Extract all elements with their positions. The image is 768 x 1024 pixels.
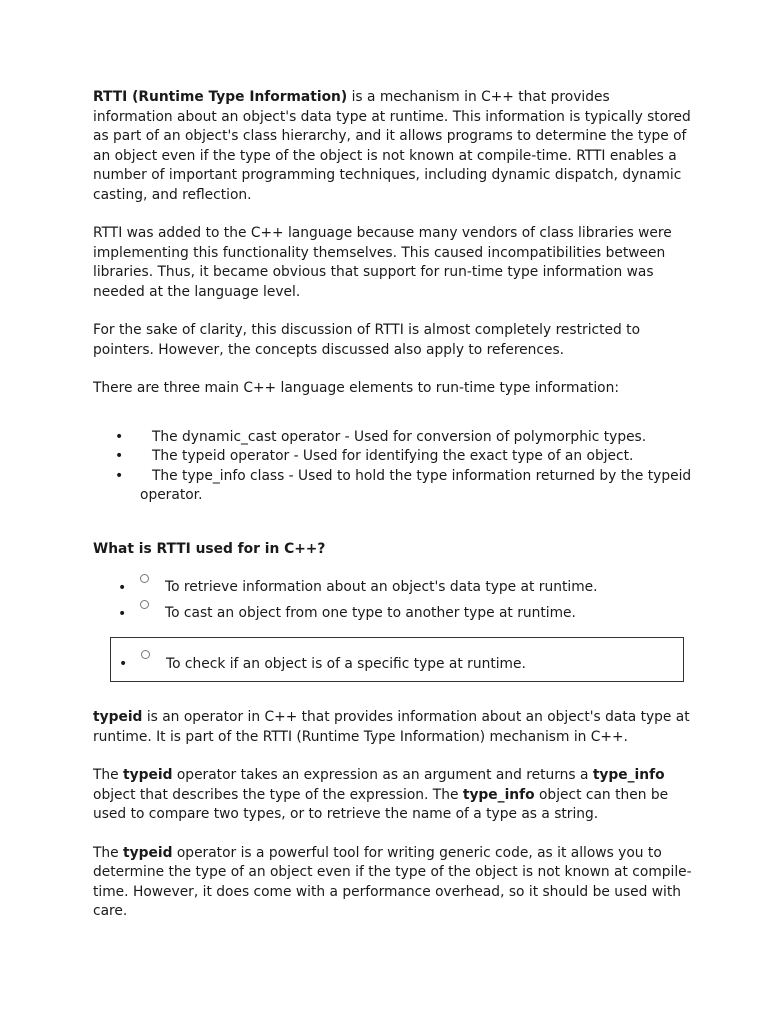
document-page bbox=[93, 88, 693, 922]
list-item-type-info: • The type_info class - Used to hold the type information returned by the typeid operator. bbox=[93, 467, 693, 506]
quiz-question: What is RTTI used for in C++? bbox=[93, 540, 326, 557]
intro-paragraph bbox=[93, 88, 693, 205]
radio-button-icon[interactable] bbox=[140, 600, 149, 609]
typeid-definition bbox=[93, 708, 693, 747]
typeid-usage-paragraph bbox=[93, 766, 693, 825]
radio-button-icon[interactable] bbox=[140, 574, 149, 583]
intro-term: RTTI (Runtime Type Information) bbox=[93, 89, 348, 105]
code-term: type_info bbox=[462, 786, 535, 803]
clarity-paragraph: For the sake of clarity, this discussion of RTTI is almost completely restricted to pointers. However, the concepts discussed also apply to references. bbox=[93, 322, 641, 358]
text-run: object that describes the type of the expression. The bbox=[93, 786, 463, 803]
quiz-option-1[interactable] bbox=[93, 574, 693, 600]
text-run: The bbox=[93, 767, 124, 783]
text-run: object can then be used to compare two types, or to retrieve the name of a type as a string. bbox=[93, 786, 669, 822]
quiz-option-label: To check if an object is of a specific type at runtime. bbox=[166, 656, 526, 672]
list-item-typeid: • The typeid operator - Used for identifying the exact type of an object. bbox=[93, 447, 693, 467]
text-run: The bbox=[93, 844, 124, 861]
typeid-term: typeid bbox=[93, 709, 143, 725]
typeid-power-paragraph bbox=[93, 844, 693, 922]
elements-list bbox=[93, 428, 693, 506]
quiz-option-2[interactable] bbox=[93, 600, 693, 626]
quiz-option-label: To cast an object from one type to another type at runtime. bbox=[165, 605, 576, 621]
quiz-option-label: To retrieve information about an object's data type at runtime. bbox=[165, 579, 598, 595]
text-run: operator is a powerful tool for writing generic code, as it allows you to determine the type of an object even if the type of the object is not known at compile-time. However, it does come with a performance overhead, so it should be used with care. bbox=[93, 844, 692, 919]
quiz-option-3[interactable] bbox=[110, 637, 684, 682]
bullet-icon: • bbox=[119, 656, 128, 672]
code-term: typeid bbox=[123, 767, 173, 783]
bullet-icon: • bbox=[118, 580, 127, 596]
radio-button-icon[interactable] bbox=[141, 650, 150, 659]
intro-text: is a mechanism in C++ that provides information about an object's data type at runtime. This information is typically stored as part of an object's class hierarchy, and it allows programs to determine the type of an object even if the type of the object is not known at compile-time. RTTI enables a number of important programming techniques, including dynamic dispatch, dynamic casting, and reflection. bbox=[93, 89, 691, 203]
text-run: operator takes an expression as an argument and returns a bbox=[172, 767, 593, 783]
elements-intro: There are three main C++ language elements to run-time type information: bbox=[93, 380, 619, 396]
list-item-dynamic-cast: • The dynamic_cast operator - Used for conversion of polymorphic types. bbox=[93, 428, 693, 448]
typeid-definition-text: is an operator in C++ that provides information about an object's data type at runtime. It is part of the RTTI (Runtime Type Information) mechanism in C++. bbox=[93, 709, 690, 745]
code-term: typeid bbox=[123, 844, 173, 861]
code-term: type_info bbox=[592, 767, 665, 783]
history-paragraph: RTTI was added to the C++ language because many vendors of class libraries were implementing this functionality themselves. This caused incompatibilities between libraries. Thus, it became obvious that support for run-time type information was needed at the language level. bbox=[93, 225, 672, 300]
bullet-icon: • bbox=[118, 606, 127, 622]
